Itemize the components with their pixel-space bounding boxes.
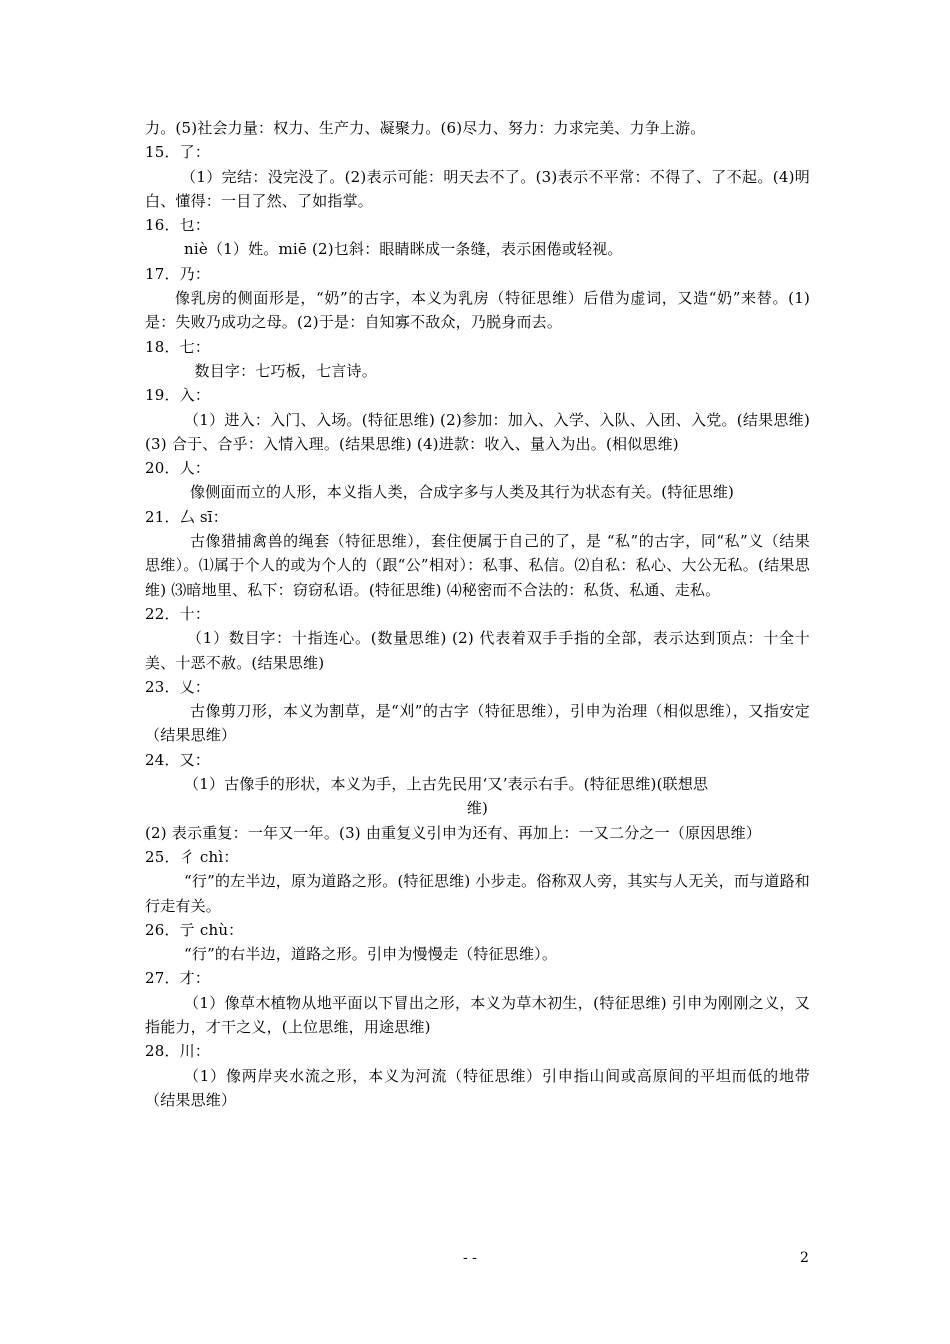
document-body [145,116,815,1112]
entry-heading-17: 17．乃： [145,264,211,283]
entry-heading-20: 20．人： [145,459,211,478]
entry-body-22: （1）数目字：十指连心。(数量思维) (2) 代表着双手手指的全部，表示达到顶点：十全十美、十恶不赦。(结果思维) [145,629,810,672]
entry-body-21: 古像猎捕禽兽的绳套（特征思维），套住便属于自己的了，是 “私”的古字，同“私”义（结果思维）。⑴属于个人的或为个人的（跟“公”相对）：私事、私信。⑵自私：私心、大公无私。(结果思维) ⑶暗地里、私下：窃窃私语。(特征思维) ⑷秘密而不合法的：私货、私通、走私。 [145,532,810,599]
entry-heading-15: 15．了： [145,143,211,162]
footer-center-mark: - - [463,1250,477,1266]
entry-heading-25: 25．彳 chì： [145,847,239,866]
entry-body-16: niè（1）姓。miē (2)乜斜：眼睛眯成一条缝，表示困倦或轻视。 [184,240,623,259]
entry-heading-26: 26．亍 chù： [145,920,244,939]
entry-body-17: 像乳房的侧面形是，“奶”的古字，本义为乳房（特征思维）后借为虚词，又造“奶”来替。(1)是：失败乃成功之母。(2)于是：自知寡不敌众，乃脱身而去。 [145,289,810,332]
entry-heading-24: 24．又： [145,750,211,769]
entry-body-25: “行”的左半边，原为道路之形。(特征思维) 小步走。俗称双人旁，其实与人无关，而与道路和行走有关。 [145,872,810,915]
page-number: 2 [800,1250,809,1266]
entry-heading-16: 16．乜： [145,216,211,235]
entry-body-24-line1: （1）古像手的形状，本义为手，上古先民用‘又’表示右手。(特征思维)(联想思 [184,775,709,794]
paragraph-continued: 力。(5)社会力量：权力、生产力、凝聚力。(6)尽力、努力：力求完美、力争上游。 [145,119,706,137]
entry-body-24-wrap: 维) [466,799,489,818]
entry-heading-23: 23．乂： [145,677,211,696]
entry-body-19: （1）进入：入门、入场。(特征思维) (2)参加：加入、入学、入队、入团、入党。(结果思维) (3) 合于、合乎：入情入理。(结果思维) (4)进款：收入、量入为出。(相似思维) [145,410,815,453]
entry-body-20: 像侧面而立的人形，本义指人类，合成字多与人类及其行为状态有关。(特征思维) [190,483,735,502]
entry-body-24-line2: (2) 表示重复：一年又一年。(3) 由重复义引申为还有、再加上：一又二分之一（原因思维） [145,823,762,842]
entry-heading-19: 19．入： [145,386,211,405]
entry-heading-28: 28．川： [145,1042,211,1061]
entry-body-15: （1）完结：没完没了。(2)表示可能：明天去不了。(3)表示不平常：不得了、了不起。(4)明白、懂得：一目了然、了如指掌。 [145,167,810,210]
entry-body-28: （1）像两岸夹水流之形，本义为河流（特征思维）引申指山间或高原间的平坦而低的地带（结果思维） [145,1066,810,1109]
entry-heading-18: 18．七： [145,337,211,356]
entry-body-26: “行”的右半边，道路之形。引申为慢慢走（特征思维）。 [184,945,558,964]
entry-body-18: 数目字：七巧板，七言诗。 [194,361,377,380]
entry-heading-21: 21．厶 sī： [145,507,228,526]
entry-body-23: 古像剪刀形，本义为割草，是“刈”的古字（特征思维），引申为治理（相似思维），又指安定（结果思维） [145,702,810,745]
entry-body-27: （1）像草木植物从地平面以下冒出之形，本义为草木初生，(特征思维) 引申为刚刚之义，又指能力，才干之义，(上位思维，用途思维) [145,993,810,1036]
entry-heading-27: 27．才： [145,969,211,988]
entry-heading-22: 22．十： [145,604,211,623]
